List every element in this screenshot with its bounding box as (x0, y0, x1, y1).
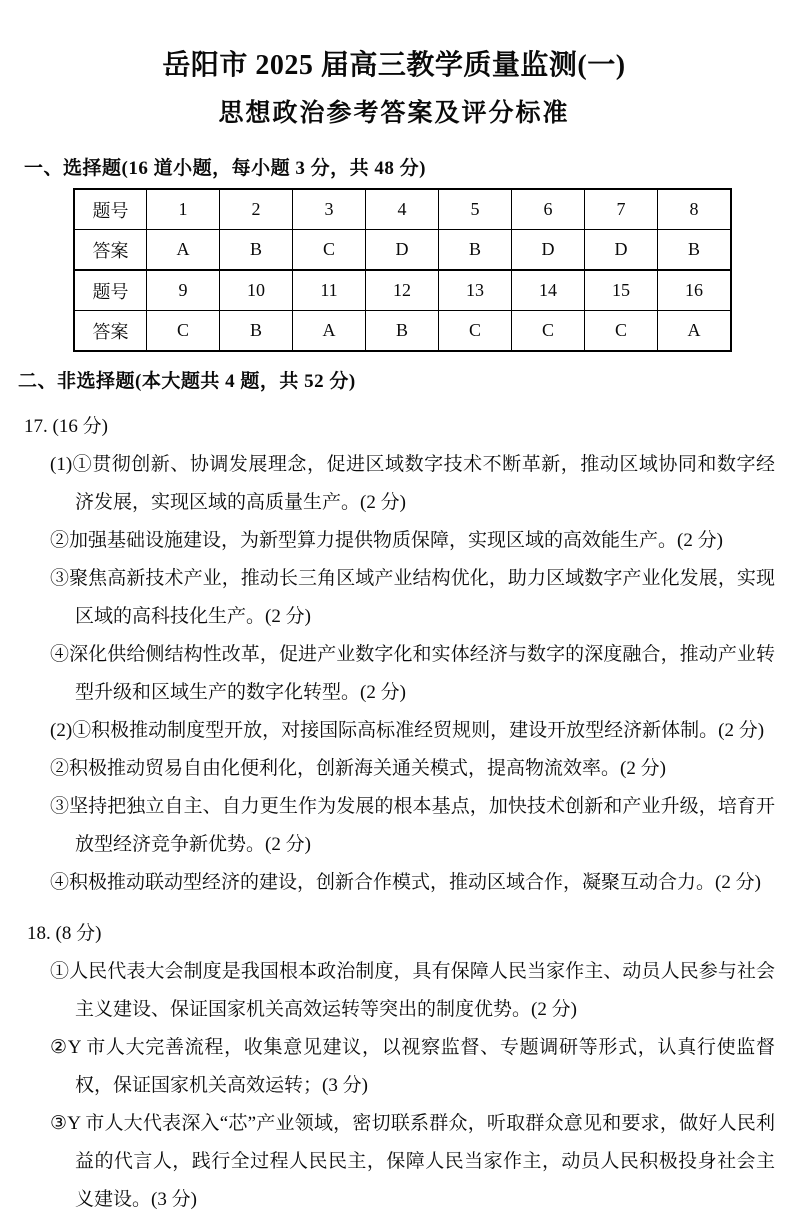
question-18-item: ①人民代表大会制度是我国根本政治制度，具有保障人民当家作主、动员人民参与社会主义建设、保证国家机关高效运转等突出的制度优势。(2 分) (50, 961, 775, 1020)
question-18-label: 18. (8 分) (27, 923, 102, 944)
row-header-cell: 题号 (74, 270, 147, 311)
question-18-item: ②Y 市人大完善流程，收集意见建议，以视察监督、专题调研等形式，认真行使监督权，保证国家机关高效运转；(3 分) (50, 1037, 775, 1096)
answer-cell: B (220, 311, 293, 352)
question-number-cell: 14 (512, 270, 585, 311)
question-number-cell: 4 (366, 189, 439, 230)
answer-cell: D (366, 230, 439, 271)
row-header-cell: 答案 (74, 311, 147, 352)
table-row-question-numbers-2 (74, 270, 731, 311)
answer-cell: B (220, 230, 293, 271)
answer-cell: A (293, 311, 366, 352)
table-row-question-numbers-1 (74, 189, 731, 230)
nonchoice-section-heading: 二、非选择题(本大题共 4 题，共 52 分) (18, 371, 356, 392)
answer-cell: D (512, 230, 585, 271)
question-number-cell: 7 (585, 189, 658, 230)
question-number-cell: 9 (147, 270, 220, 311)
question-number-cell: 3 (293, 189, 366, 230)
question-number-cell: 6 (512, 189, 585, 230)
question-17-item: ②积极推动贸易自由化便利化，创新海关通关模式，提高物流效率。(2 分) (50, 758, 666, 779)
question-17-item: (2)①积极推动制度型开放，对接国际高标准经贸规则，建设开放型经济新体制。(2 分) (50, 720, 765, 741)
question-17-item: ④深化供给侧结构性改革，促进产业数字化和实体经济与数字的深度融合，推动产业转型升级和区域生产的数字化转型。(2 分) (50, 644, 775, 703)
question-17-item: (1)①贯彻创新、协调发展理念，促进区域数字技术不断革新，推动区域协同和数字经济发展，实现区域的高质量生产。(2 分) (50, 454, 775, 513)
question-17-item: ③坚持把独立自主、自力更生作为发展的根本基点，加快技术创新和产业升级，培育开放型经济竞争新优势。(2 分) (50, 796, 775, 855)
question-number-cell: 8 (658, 189, 732, 230)
answer-cell: C (512, 311, 585, 352)
question-17-item: ②加强基础设施建设，为新型算力提供物质保障，实现区域的高效能生产。(2 分) (50, 530, 723, 551)
question-17-item: ③聚焦高新技术产业，推动长三角区域产业结构优化，助力区域数字产业化发展，实现区域的高科技化生产。(2 分) (50, 568, 775, 627)
answer-cell: C (147, 311, 220, 352)
question-number-cell: 10 (220, 270, 293, 311)
answer-key-table (73, 188, 732, 352)
question-number-cell: 5 (439, 189, 512, 230)
answer-cell: B (439, 230, 512, 271)
question-number-cell: 16 (658, 270, 732, 311)
question-number-cell: 1 (147, 189, 220, 230)
row-header-cell: 题号 (74, 189, 147, 230)
answer-cell: C (293, 230, 366, 271)
answer-cell: C (585, 311, 658, 352)
answer-cell: C (439, 311, 512, 352)
answer-cell: D (585, 230, 658, 271)
answer-cell: A (147, 230, 220, 271)
table-row-answers-2 (74, 311, 731, 352)
question-17-item: ④积极推动联动型经济的建设，创新合作模式，推动区域合作，凝聚互动合力。(2 分) (50, 872, 761, 893)
page-title: 岳阳市 2025 届高三教学质量监测(一) (162, 50, 626, 81)
answer-cell: B (658, 230, 732, 271)
row-header-cell: 答案 (74, 230, 147, 271)
page-subtitle: 思想政治参考答案及评分标准 (218, 100, 570, 127)
choice-section-heading: 一、选择题(16 道小题，每小题 3 分，共 48 分) (24, 158, 426, 179)
answer-cell: B (366, 311, 439, 352)
question-number-cell: 2 (220, 189, 293, 230)
question-number-cell: 13 (439, 270, 512, 311)
question-number-cell: 12 (366, 270, 439, 311)
table-row-answers-1 (74, 230, 731, 271)
question-number-cell: 15 (585, 270, 658, 311)
question-17-label: 17. (16 分) (24, 416, 108, 437)
question-number-cell: 11 (293, 270, 366, 311)
answer-cell: A (658, 311, 732, 352)
question-18-item: ③Y 市人大代表深入“芯”产业领域，密切联系群众，听取群众意见和要求，做好人民利益的代言人，践行全过程人民民主，保障人民当家作主，动员人民积极投身社会主义建设。(3 分) (50, 1113, 775, 1210)
